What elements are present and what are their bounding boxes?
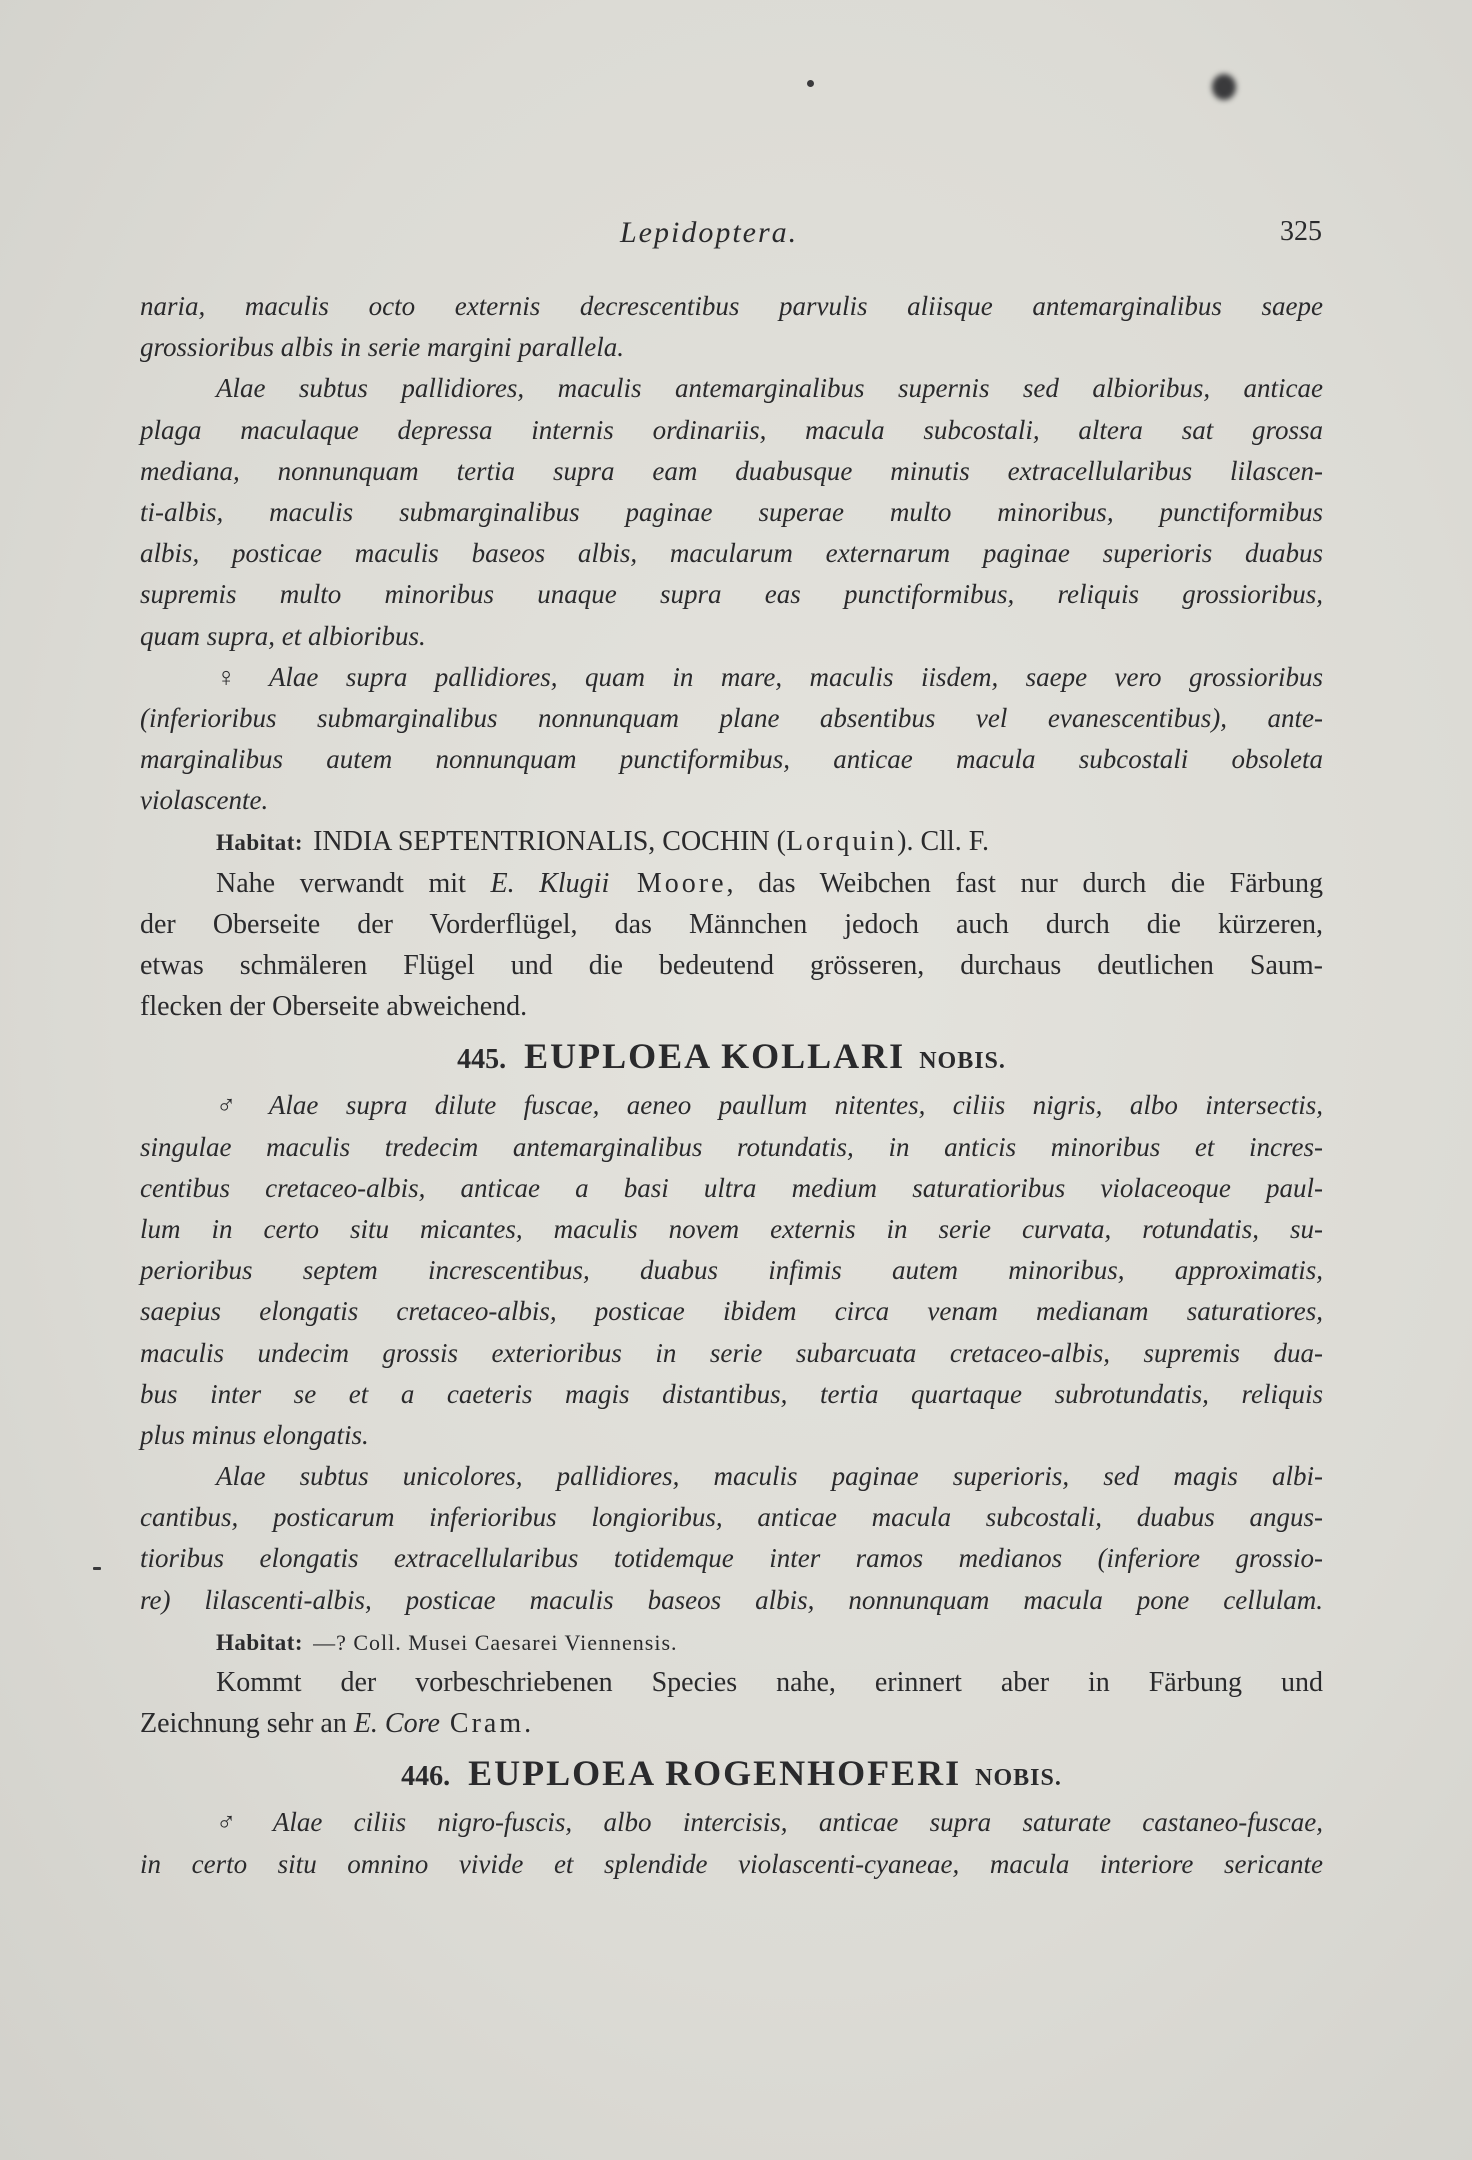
text-span: Nahe verwandt mit (216, 867, 491, 899)
author-name: Lorquin (785, 826, 898, 858)
text-line: Alae subtus pallidiores, maculis antemarginalibus supernis sed albioribus, anticae (216, 373, 1323, 404)
habitat-line (140, 1621, 1323, 1662)
text-span: , das Weibchen fast nur durch die Färbung (726, 867, 1324, 899)
species-author: NOBIS. (919, 1048, 1006, 1075)
habitat-text: ). Cll. F. (897, 826, 990, 858)
text-line: ti-albis, maculis submarginalibus paginae superae multo minoribus, punctiformibus (140, 496, 1323, 527)
running-title: Lepidoptera. (620, 216, 799, 249)
text-line: marginalibus autem nonnunquam punctiformibus, anticae macula subcostali obsoleta (140, 744, 1323, 775)
text-line: plaga maculaque depressa internis ordinariis, macula subcostali, altera sat grossa (140, 414, 1323, 445)
text-line: naria, maculis octo externis decrescentibus parvulis aliisque antemarginalibus saepe (140, 291, 1323, 321)
text-line: der Oberseite der Vorderflügel, das Männchen jedoch auch durch die kürzeren, (140, 908, 1323, 940)
text-line (140, 1085, 1323, 1126)
habitat-text: —? Coll. Musei Caesarei Viennensis. (313, 1629, 678, 1655)
author-name: Moore (609, 867, 727, 899)
species-author: NOBIS. (975, 1765, 1062, 1792)
habitat-line (140, 821, 1323, 862)
male-symbol: ♂ (216, 1807, 261, 1838)
text-line: albis, posticae maculis baseos albis, macularum externarum paginae superioris duabus (140, 538, 1323, 569)
text-line: mediana, nonnunquam tertia supra eam duabusque minutis extracellularibus lilascen- (140, 455, 1323, 486)
species-name: E. Core (353, 1708, 440, 1740)
species-title: EUPLOEA ROGENHOFERI (468, 1753, 962, 1794)
species-title: EUPLOEA KOLLARI (524, 1036, 906, 1077)
habitat-label: Habitat: (216, 830, 304, 856)
text-line: cantibus, posticarum inferioribus longioribus, anticae macula subcostali, duabus angus- (140, 1502, 1323, 1533)
text-line (140, 657, 1323, 698)
text-line: lum in certo situ micantes, maculis novem externis in serie curvata, rotundatis, su- (140, 1213, 1323, 1244)
page-number: 325 (1280, 216, 1322, 247)
text-span: Alae ciliis nigro-fuscis, albo intercisis, anticae supra saturate castaneo-fuscae, (272, 1807, 1324, 1838)
text-line (140, 1703, 1323, 1744)
text-line: centibus cretaceo-albis, anticae a basi ultra medium saturatioribus violaceoque paul- (140, 1172, 1323, 1203)
text-line: (inferioribus submarginalibus nonnunquam plane absentibus vel evanescentibus), ante- (140, 702, 1323, 733)
male-symbol: ♂ (216, 1090, 257, 1121)
text-line: plus minus elongatis. (140, 1419, 369, 1450)
species-name: E. Klugii (490, 867, 610, 899)
female-symbol: ♀ (216, 661, 257, 692)
page-header (140, 216, 1325, 256)
text-line: in certo situ omnino vivide et splendide violascenti-cyaneae, macula interiore sericante (140, 1848, 1323, 1879)
text-span: Alae supra dilute fuscae, aeneo paullum nitentes, ciliis nigris, albo intersectis, (268, 1090, 1323, 1121)
text-line: quam supra, et albioribus. (140, 620, 426, 651)
text-line: saepius elongatis cretaceo-albis, posticae ibidem circa venam medianam saturatiores, (140, 1296, 1323, 1327)
text-line: tioribus elongatis extracellularibus totidemque inter ramos medianos (inferiore grossio- (140, 1543, 1323, 1574)
text-line: maculis undecim grossis exterioribus in serie subarcuata cretaceo-albis, supremis dua- (140, 1337, 1323, 1368)
text-line: perioribus septem increscentibus, duabus infimis autem minoribus, approximatis, (140, 1255, 1323, 1286)
habitat-text: INDIA SEPTENTRIONALIS, COCHIN ( (313, 826, 786, 858)
text-line: etwas schmäleren Flügel und die bedeutend grösseren, durchaus deutlichen Saum- (140, 950, 1323, 981)
text-line: violascente. (140, 785, 269, 816)
text-span: Alae supra pallidiores, quam in mare, maculis iisdem, saepe vero grossioribus (268, 661, 1323, 692)
ink-dot (807, 80, 814, 87)
ink-dot (93, 1567, 101, 1570)
habitat-label: Habitat: (216, 1629, 304, 1655)
text-line: singulae maculis tredecim antemarginalibus rotundatis, in anticis minoribus et incres- (140, 1131, 1323, 1162)
text-line: flecken der Oberseite abweichend. (140, 991, 528, 1023)
text-line (140, 1802, 1323, 1843)
text-line: grossioribus albis in serie margini parallela. (140, 332, 625, 363)
text-span: Zeichnung sehr an (140, 1708, 354, 1740)
author-name: Cram. (439, 1708, 535, 1740)
text-line: supremis multo minoribus unaque supra eas punctiformibus, reliquis grossioribus, (140, 579, 1323, 610)
species-heading (140, 1744, 1323, 1802)
page-body (140, 286, 1323, 1885)
text-line: re) lilascenti-albis, posticae maculis baseos albis, nonnunquam macula pone cellulam. (140, 1584, 1323, 1615)
text-line (140, 863, 1323, 904)
text-line: Alae subtus unicolores, pallidiores, maculis paginae superioris, sed magis albi- (216, 1461, 1323, 1492)
species-number: 445. (457, 1044, 507, 1076)
text-line: Kommt der vorbeschriebenen Species nahe, erinnert aber in Färbung und (216, 1667, 1323, 1698)
species-number: 446. (401, 1761, 451, 1793)
species-heading (140, 1027, 1323, 1085)
ink-smudge (1212, 74, 1236, 100)
text-line: bus inter se et a caeteris magis distantibus, tertia quartaque subrotundatis, reliquis (140, 1378, 1323, 1409)
